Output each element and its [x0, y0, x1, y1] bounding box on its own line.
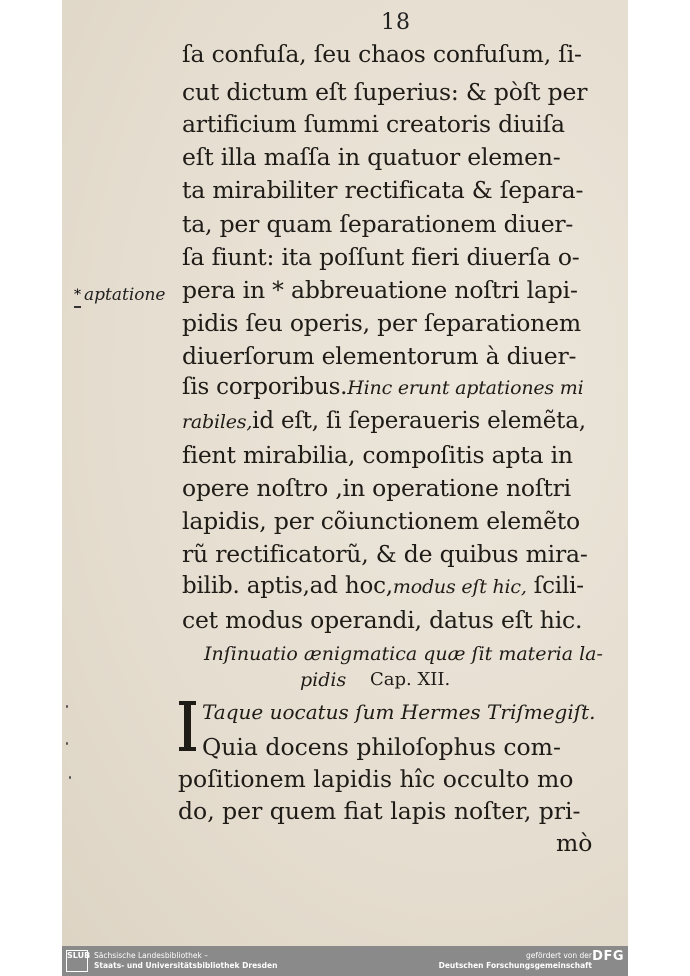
- library-line: Staats- und Universitätsbibliothek Dresden: [94, 961, 278, 970]
- text-line: fient mirabilia, compoſitis apta in: [182, 441, 573, 469]
- text-line-mixed: [182, 573, 584, 599]
- text-line: artificium ſummi creatoris diuiſa: [182, 110, 565, 138]
- funding-line: gefördert von der: [526, 951, 592, 960]
- roman-run: ſis corporibus.: [182, 374, 348, 400]
- margin-dash: [74, 306, 81, 308]
- roman-run: ſcili-: [526, 573, 584, 599]
- chapter-heading: Inſinuatio ænigmatica quæ ſit materia la-: [204, 643, 603, 665]
- margin-marker: *: [74, 287, 81, 303]
- ink-speck: [66, 705, 68, 708]
- chapter-heading-cont: pidis: [300, 669, 347, 691]
- funding-line: Deutschen Forschungsgemeinschaft: [438, 961, 592, 970]
- margin-note: aptatione: [84, 285, 166, 305]
- text-line: diuerſorum elementorum à diuer-: [182, 342, 577, 370]
- slub-logo: SLUB: [66, 950, 88, 972]
- page-number: 18: [381, 10, 411, 35]
- library-credit: [94, 951, 277, 971]
- library-line: Sächsische Landesbibliothek –: [94, 951, 208, 960]
- footer-bar: [62, 946, 628, 976]
- italic-run: rabiles,: [182, 411, 253, 433]
- dropcap-letter: [177, 700, 197, 752]
- roman-run: id eſt, ſi ſeperaueris elemẽta,: [252, 408, 586, 434]
- dfg-logo: DFG: [592, 949, 624, 964]
- text-line: eſt illa maſſa in quatuor elemen-: [182, 143, 561, 171]
- text-line: Taque uocatus ſum Hermes Triſmegiſt.: [202, 700, 596, 724]
- funding-credit: [439, 951, 592, 971]
- roman-run: bilib. aptis,ad hoc,: [182, 573, 393, 599]
- text-line: poſitionem lapidis hîc occulto mo: [178, 765, 574, 793]
- text-line: rũ rectificatorũ, & de quibus mira-: [182, 540, 588, 568]
- text-line: cet modus operandi, datus eſt hic.: [182, 606, 583, 634]
- text-line: ta mirabiliter rectificata & ſepara-: [182, 176, 584, 204]
- text-line: pera in * abbreuatione noſtri lapi-: [182, 276, 578, 304]
- italic-run: modus eſt hic,: [392, 576, 527, 598]
- text-line: do, per quem fiat lapis noſter, pri-: [178, 797, 581, 825]
- text-line-mixed: [182, 374, 584, 400]
- text-line: opere noſtro ,in operatione noſtri: [182, 474, 571, 502]
- text-line: ſa fiunt: ita poſſunt fieri diuerſa o-: [182, 243, 580, 271]
- ink-speck: [66, 742, 68, 745]
- text-line: ta, per quam ſeparationem diuer-: [182, 210, 574, 238]
- text-line: ſa confuſa, ſeu chaos confuſum, ſi-: [182, 40, 582, 68]
- catchword: mò: [556, 829, 593, 857]
- text-line: lapidis, per cõiunctionem elemẽto: [182, 507, 580, 535]
- text-line: pidis ſeu operis, per ſeparationem: [182, 309, 581, 337]
- text-line: cut dictum eſt ſuperius: & pòſt per: [182, 78, 588, 106]
- text-line-mixed: [182, 408, 586, 434]
- italic-run: Hinc erunt aptationes mi: [347, 377, 584, 399]
- text-line: Quia docens philoſophus com-: [202, 733, 561, 761]
- ink-speck: [69, 776, 71, 779]
- chapter-number: Cap. XII.: [370, 669, 451, 690]
